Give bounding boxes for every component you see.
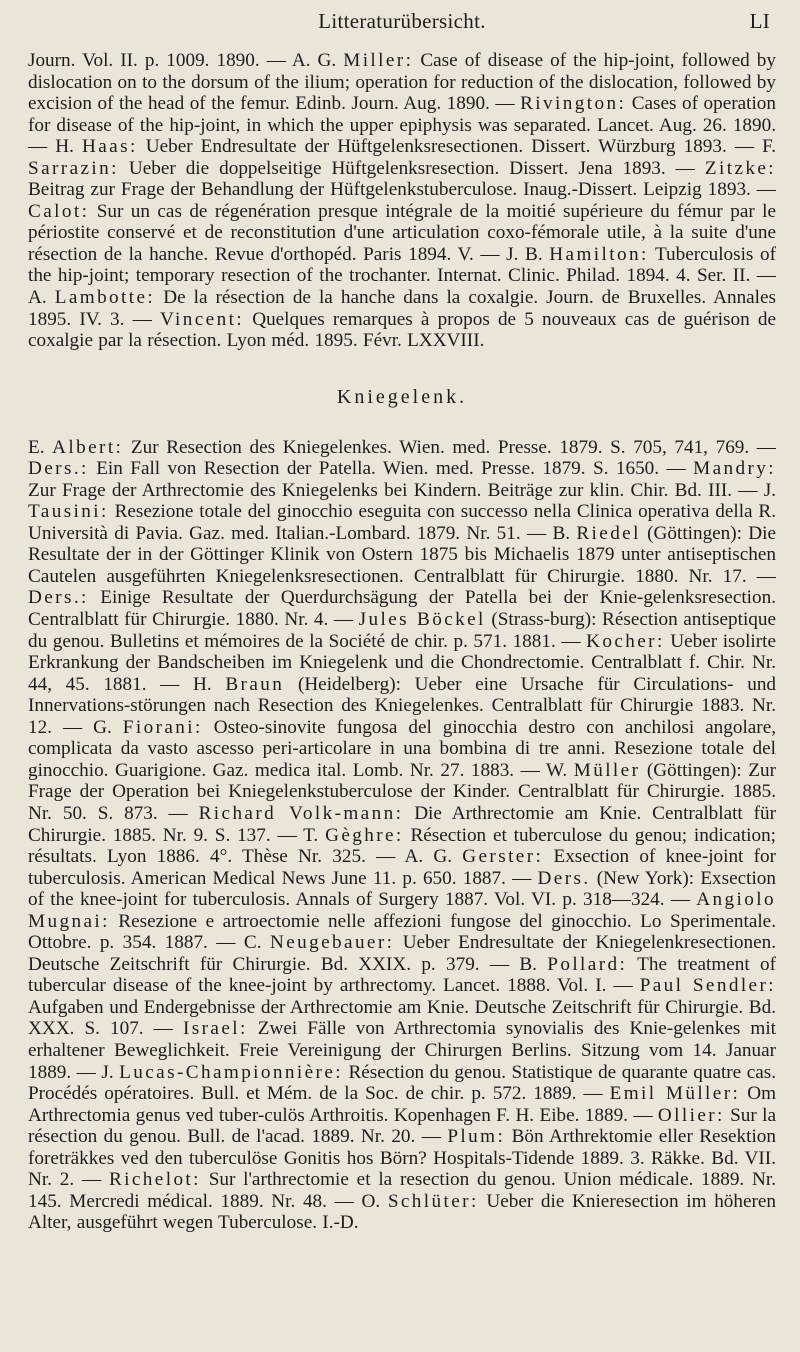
author-name: Kocher:: [586, 630, 665, 652]
text-run: Resezione totale del ginocchio eseguita con successo nella Clinica operativa della R. Università di Pavia. Gaz. med. Italian.-Lombard. 1879. Nr. 51. — B.: [28, 501, 776, 544]
text-run: Bön Arthrektomie eller Resektion foreträkkes ved den tuberculöse Gonitis hos Börn? Hospitals-Tidende 1889. 3. Räkke. Bd. VII. Nr. 2. —: [28, 1126, 776, 1191]
author-name: Israel:: [182, 1018, 248, 1040]
author-name: Pollard:: [547, 953, 628, 975]
text-run: Ueber die doppelseitige Hüftgelenksresection. Dissert. Jena 1893. —: [118, 157, 705, 179]
author-name: Angiolo Mugnai:: [28, 889, 776, 932]
author-name: Braun: [225, 673, 285, 695]
text-run: Ueber isolirte Erkrankung der Bandscheiben im Kniegelenk und die Chondrectomie. Centralblatt f. Chir. Nr. 44, 45. 1881. — H.: [28, 630, 776, 695]
text-run: Sur l'arthrectomie et la resection du genou. Union médicale. 1889. Nr. 145. Mercredi médical. 1889. Nr. 48. — O.: [28, 1169, 777, 1212]
author-name: Haas:: [81, 136, 138, 158]
author-name: Ders.: [537, 867, 591, 889]
author-name: Hamilton:: [549, 243, 649, 265]
author-name: Mandry:: [693, 458, 776, 480]
text-run: Aufgaben und Endergebnisse der Arthrectomie am Knie. Deutsche Zeitschrift für Chirurgie. Bd. XXX. S. 107. —: [28, 996, 776, 1040]
text-run: Sur un cas de régenération presque intégrale de la moitié supérieure du fémur par le périostite conservé et de reconstitution d'une articulation coxo-fémorale utile, à la suite d'une résection de la hanche. Revue d'orthopéd. Paris 1894. V. — J. B.: [28, 200, 776, 265]
text-run: Beitrag zur Frage der Behandlung der Hüftgelenkstuberculose. Inaug.-Dissert. Leipzig 1893. —: [28, 179, 776, 201]
author-name: Müller: [573, 759, 641, 781]
author-name: Lambotte:: [54, 287, 156, 309]
running-head: [28, 0, 776, 50]
text-run: Tuberculosis of the hip-joint; temporary resection of the trochanter. Internat. Clinic. Philad. 1894. 4. Ser. II. — A.: [28, 243, 776, 309]
author-name: Rivington:: [520, 93, 627, 115]
author-name: Richelot:: [108, 1169, 201, 1191]
text-run: Cases of operation for disease of the hip-joint, in which the upper epiphysis was separated. Lancet. Aug. 26. 1890. — H.: [28, 93, 776, 158]
text-run: The treatment of tubercular disease of the knee-joint by arthrectomy. Lancet. 1888. Vol. I. —: [28, 953, 776, 997]
bibliography-paragraph: [28, 437, 776, 1234]
text-run: Osteo-sinovite fungosa del ginocchia destro con anchilosi angolare, complicata da vasto ascesso peri-articolare in una bombina di tre anni. Resezione totale del ginocchio. Guarigione. Gaz. medica ital. Lomb. Nr. 27. 1883. — W.: [28, 716, 777, 781]
bibliography-paragraph: [28, 50, 776, 352]
author-name: Zitzke:: [704, 157, 776, 179]
author-name: Miller:: [343, 50, 414, 71]
text-run: Journ. Vol. II. p. 1009. 1890. — A. G.: [28, 50, 344, 71]
text-run: Zur Frage der Arthrectomie des Kniegelenks bei Kindern. Beiträge zur klin. Chir. Bd. III. — J.: [28, 479, 776, 501]
author-name: Ders.:: [28, 458, 89, 480]
text-run: Ein Fall von Resection der Patella. Wien. med. Presse. 1879. S. 1650. —: [88, 458, 694, 480]
text-run: Ueber Endresultate der Hüftgelenksresectionen. Dissert. Würzburg 1893. — F.: [137, 136, 777, 158]
author-name: Albert:: [52, 436, 124, 458]
author-name: Richard Volk-mann:: [198, 802, 404, 824]
author-name: Neugebauer:: [269, 932, 395, 954]
text-run: Ueber die Knieresection im höheren Alter, ausgeführt wegen Tuberculose. I.-D.: [28, 1190, 776, 1234]
bibliography-knee-joint: [28, 437, 776, 1234]
text-run: (Heidelberg): Ueber eine Ursache für Circulations- und Innervations-störungen nach Resection des Kniegelenkes. Centralblatt für Chirurgie 1883. Nr. 12. — G.: [28, 673, 777, 738]
author-name: Calot:: [28, 200, 90, 222]
author-name: Schlüter:: [387, 1190, 479, 1212]
author-name: Fiorani:: [122, 716, 203, 738]
bibliography-hip-joint: [28, 50, 776, 352]
text-run: Exsection of knee-joint for tuberculosis. American Medical News June 11. p. 650. 1887. —: [28, 846, 777, 889]
text-run: Sur la résection du genou. Bull. de l'acad. 1889. Nr. 20. —: [28, 1104, 776, 1148]
section-heading: Kniegelenk.: [336, 385, 468, 408]
author-name: Gèghre:: [325, 824, 404, 846]
text-run: (Göttingen): Die Resultate der in der Göttinger Klinik von Ostern 1875 bis Michaelis 1879 unter antiseptischen Cautelen ausgeführten Kniegelenksresectionen. Centralblatt für Chirurgie. 1880. Nr. 17. —: [28, 522, 776, 587]
text-run: Quelques remarques à propos de 5 nouveaux cas de guérison de coxalgie par la résection. Lyon méd. 1895. Févr. LXXVIII.: [28, 308, 776, 352]
author-name: Tausini:: [28, 501, 109, 523]
running-head-title: Litteraturübersicht.: [318, 9, 486, 33]
text-run: Einige Resultate der Querdurchsägung der Patella bei der Knie-gelenksresection. Centralblatt für Chirurgie. 1880. Nr. 4. —: [28, 587, 776, 631]
author-name: Jules Böckel: [358, 609, 486, 631]
author-name: Ollier:: [657, 1104, 725, 1126]
text-run: Om Arthrectomia genus ved tuber-culös Arthroitis. Kopenhagen F. H. Eibe. 1889. —: [28, 1083, 776, 1126]
text-run: Zwei Fälle von Arthrectomia synovialis des Knie-gelenkes mit erhaltener Beweglichkeit. Freie Vereinigung der Chirurgen Berlins. Sitzung vom 14. Januar 1889. — J.: [28, 1018, 776, 1083]
text-run: (Göttingen): Zur Frage der Operation bei Kniegelenkstuberculose der Kinder. Centralblatt für Chirurgie. 1885. Nr. 50. S. 873. —: [28, 759, 777, 824]
author-name: Sarrazin:: [28, 157, 119, 179]
text-run: Die Arthrectomie am Knie. Centralblatt für Chirurgie. 1885. Nr. 9. S. 137. — T.: [28, 802, 776, 846]
text-run: Resezione e artroectomie nelle affezioni fungose del ginocchio. Lo Sperimentale. Ottobre. p. 354. 1887. — C.: [28, 910, 776, 954]
text-run: (Strass-burg): Résection antiseptique du genou. Bulletins et mémoires de la Société de chir. p. 571. 1881. —: [28, 609, 776, 652]
page-number: LI: [749, 9, 770, 33]
text-run: Case of disease of the hip-joint, followed by dislocation on to the dorsum of the ilium; operation for reduction of the dislocation, followed by excision of the head of the femur. Edinb. Journ. Aug. 1890. —: [28, 50, 776, 115]
author-name: Paul Sendler:: [639, 975, 776, 997]
text-run: Zur Resection des Kniegelenkes. Wien. med. Presse. 1879. S. 705, 741, 769. —: [123, 436, 776, 458]
author-name: Plum:: [447, 1126, 506, 1148]
author-name: Ders.:: [28, 587, 89, 609]
author-name: Lucas-Championnière:: [119, 1061, 343, 1083]
text-run: Résection du genou. Statistique de quarante quatre cas. Procédés opératoires. Bull. et Mém. de la Soc. de chir. p. 572. 1889. —: [28, 1061, 777, 1105]
text-run: E.: [28, 436, 53, 458]
text-run: Résection et tuberculose du genou; indication; résultats. Lyon 1886. 4°. Thèse Nr. 325. — A. G.: [28, 824, 776, 868]
author-name: Riedel: [576, 522, 641, 544]
author-name: Vincent:: [159, 308, 245, 330]
author-name: Emil Müller:: [609, 1083, 741, 1105]
text-run: De la résection de la hanche dans la coxalgie. Journ. de Bruxelles. Annales 1895. IV. 3. —: [28, 287, 777, 330]
text-run: (New York): Exsection of the knee-joint for tuberculosis. Annals of Surgery 1887. Vol. VI. p. 318—324. —: [28, 867, 776, 911]
text-run: Ueber Endresultate der Kniegelenkresectionen. Deutsche Zeitschrift für Chirurgie. Bd. XXIX. p. 379. — B.: [28, 932, 776, 975]
author-name: Gerster:: [462, 846, 544, 868]
